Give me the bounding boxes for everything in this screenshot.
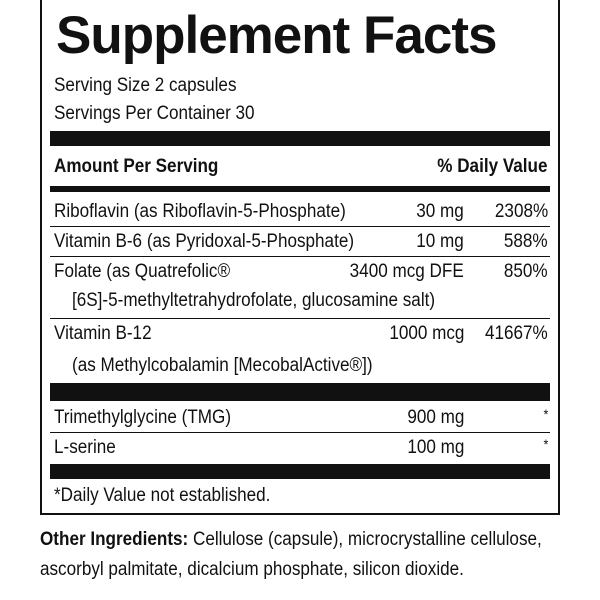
row-divider (50, 256, 550, 257)
row-divider (50, 318, 550, 319)
nutrient-amount: 3400 mcg DFE (349, 261, 464, 282)
thick-divider (50, 131, 550, 146)
nutrient-name: Trimethylglycine (TMG) (54, 407, 232, 428)
nutrient-amount: 900 mg (406, 407, 464, 428)
other-ingredients-text-1: Cellulose (capsule), microcrystalline cellulose, (188, 529, 542, 550)
nutrient-dv: * (543, 406, 548, 422)
nutrient-name: Vitamin B-12 (54, 323, 152, 344)
nutrient-amount: 100 mg (406, 437, 464, 458)
nutrient-name: Riboflavin (as Riboflavin-5-Phosphate) (54, 201, 346, 222)
nutrient-dv: 41667% (485, 323, 548, 344)
nutrient-dv: 2308% (494, 201, 548, 222)
other-ingredients-line-1 (40, 527, 542, 553)
nutrient-amount: 1000 mcg (388, 323, 464, 344)
other-ingredients-label: Other Ingredients: (40, 529, 189, 550)
footnote: *Daily Value not established. (54, 485, 271, 506)
panel-title: Supplement Facts (56, 6, 497, 65)
nutrient-dv: 850% (504, 261, 548, 282)
nutrient-name-continued: (as Methylcobalamin [MecobalActive®]) (72, 355, 373, 376)
thick-divider (50, 464, 550, 479)
nutrient-dv: * (543, 436, 548, 452)
daily-value-header: % Daily Value (437, 156, 548, 177)
row-divider (50, 226, 550, 227)
nutrient-name-continued: [6S]-5-methyltetrahydrofolate, glucosamine salt) (72, 290, 436, 311)
nutrient-name: Folate (as Quatrefolic® (54, 261, 231, 282)
thick-divider (50, 383, 550, 401)
nutrient-amount: 10 mg (416, 231, 464, 252)
supplement-facts-panel (40, 0, 560, 515)
servings-per-container: Servings Per Container 30 (54, 103, 255, 124)
nutrient-dv: 588% (504, 231, 548, 252)
serving-size: Serving Size 2 capsules (54, 75, 237, 96)
nutrient-name: L-serine (54, 437, 116, 458)
other-ingredients-line-2 (40, 557, 464, 583)
row-divider (50, 432, 550, 433)
medium-divider (50, 186, 550, 192)
nutrient-amount: 30 mg (416, 201, 464, 222)
nutrient-name: Vitamin B-6 (as Pyridoxal-5-Phosphate) (54, 231, 355, 252)
other-ingredients-text-2: ascorbyl palmitate, dicalcium phosphate, silicon dioxide. (40, 559, 464, 580)
amount-per-serving-header: Amount Per Serving (54, 156, 219, 177)
